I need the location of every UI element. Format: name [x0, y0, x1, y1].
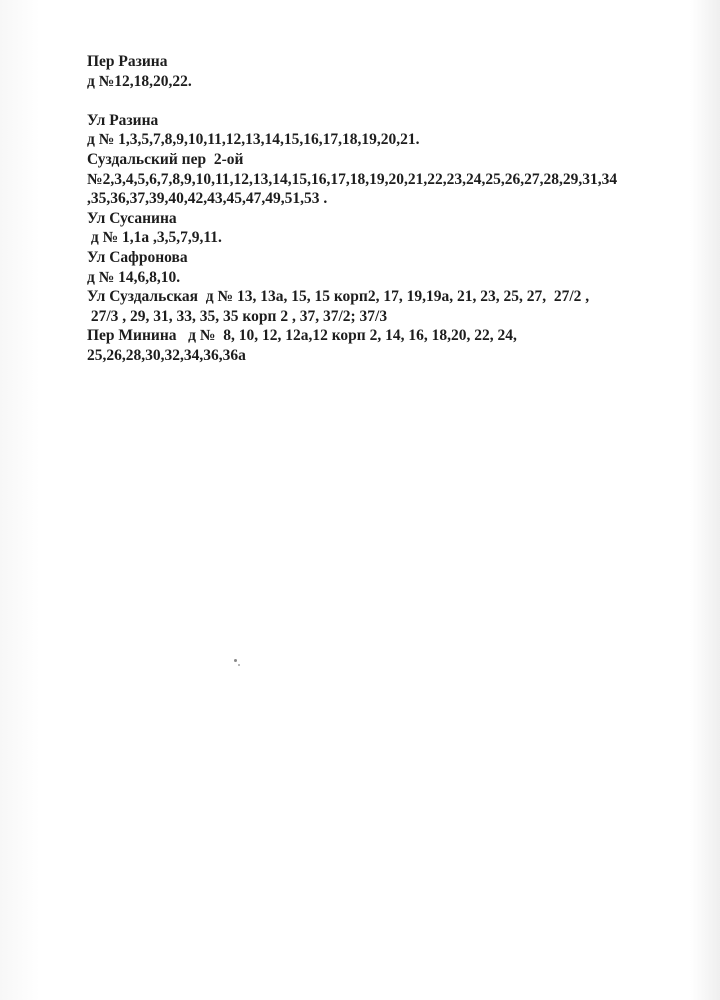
scan-speck [238, 664, 240, 666]
houses-suzdalsky-per-2: ,35,36,37,39,40,42,43,45,47,49,51,53 . [87, 190, 328, 208]
street-ul-razina: Ул Разина [87, 111, 159, 129]
houses-suzdalsky-per-1: №2,3,4,5,6,7,8,9,10,11,12,13,14,15,16,17,18,19,20,21,22,23,24,25,26,27,28,29,31,34 [87, 170, 618, 188]
address-list [87, 52, 687, 366]
street-suzdalsky-per: Суздальский пер 2-ой [87, 150, 244, 168]
street-ul-safronova: Ул Сафронова [87, 248, 188, 266]
scan-speck [234, 659, 237, 662]
houses-ul-razina: д № 1,3,5,7,8,9,10,11,12,13,14,15,16,17,18,19,20,21. [87, 131, 420, 149]
per-minina-1: Пер Минина д № 8, 10, 12, 12а,12 корп 2, 14, 16, 18,20, 22, 24, [87, 327, 517, 345]
ul-suzdalskaya-2: 27/3 , 29, 31, 33, 35, 35 корп 2 , 37, 37/2; 37/3 [87, 307, 388, 325]
houses-ul-safronova: д № 14,6,8,10. [87, 268, 181, 286]
houses-per-razina: д №12,18,20,22. [87, 72, 192, 90]
street-per-razina: Пер Разина [87, 53, 168, 70]
blank-line [87, 91, 687, 111]
street-ul-susanina: Ул Сусанина [87, 209, 177, 227]
per-minina-2: 25,26,28,30,32,34,36,36а [87, 346, 246, 364]
houses-ul-susanina: д № 1,1а ,3,5,7,9,11. [87, 229, 222, 247]
ul-suzdalskaya-1: Ул Суздальская д № 13, 13а, 15, 15 корп2, 17, 19,19а, 21, 23, 25, 27, 27/2 , [87, 288, 590, 306]
